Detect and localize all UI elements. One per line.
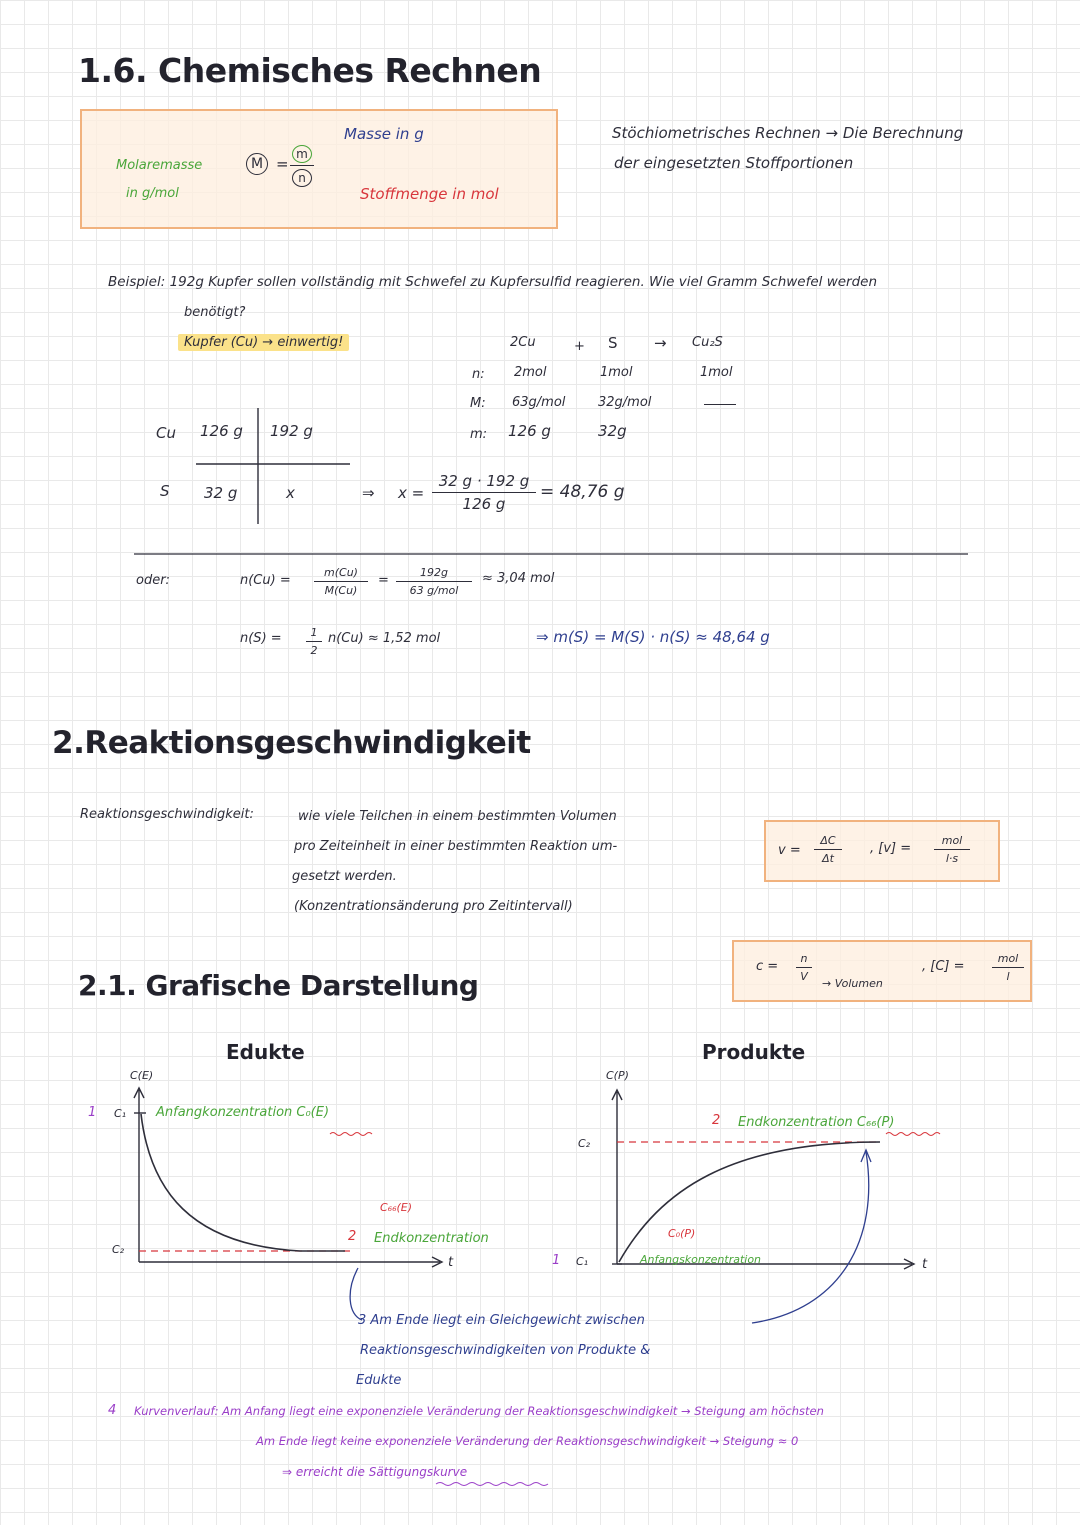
ncu-lhs: n(Cu) = [240, 573, 291, 588]
produkte-end-label: Endkonzentration C₆₆(P) [738, 1115, 895, 1130]
edukte-y-label: C(E) [130, 1069, 154, 1082]
ns-lhs: n(S) = [240, 631, 282, 646]
produkte-start-label: Anfangskonzentration [640, 1253, 762, 1266]
section-1-6-title: 1.6. Chemisches Rechnen [78, 51, 542, 90]
n-s: 1mol [600, 365, 633, 380]
produkte-y-label: C(P) [606, 1069, 629, 1082]
implies-arrow: ⇒ [362, 484, 375, 502]
v-numerator: ΔC [820, 834, 836, 847]
molar-mass-unit: in g/mol [126, 186, 179, 201]
note4-line-3: ⇒ erreicht die Sättigungskurve [282, 1465, 468, 1479]
ncu-eq: = [378, 573, 389, 588]
v-lhs: v = [778, 843, 801, 858]
edukte-c2: C₂ [112, 1243, 125, 1256]
table-s-label: S [160, 482, 170, 500]
c-unit-numerator: mol [997, 952, 1019, 965]
n-symbol: n [292, 169, 312, 187]
reactant-cu: 2Cu [510, 335, 536, 350]
table-s-v1: 32 g [204, 484, 238, 502]
n-row-label: n: [472, 367, 485, 382]
edukte-heading: Edukte [226, 1040, 305, 1064]
n-cu2s: 1mol [700, 365, 733, 380]
v-unit-denominator: l·s [945, 852, 959, 865]
note4-number: 4 [108, 1403, 117, 1418]
edukte-curve [141, 1114, 345, 1251]
c0e-underline [330, 1133, 372, 1136]
c-unit-lhs: , [C] = [922, 959, 965, 974]
x-denominator: 126 g [462, 495, 506, 513]
c-numerator: n [800, 952, 808, 965]
m-row-label: m: [470, 427, 488, 442]
plus-sign: + [574, 339, 585, 354]
edukte-end-symbol: C₆₆(E) [380, 1201, 413, 1214]
ns-rest: n(Cu) ≈ 1,52 mol [328, 631, 441, 646]
produkte-curve [619, 1142, 880, 1262]
definition-line-2: pro Zeiteinheit in einer bestimmten Reaktion um- [294, 839, 618, 854]
n-cu: 2mol [514, 365, 547, 380]
x-numerator: 32 g · 192 g [438, 472, 530, 490]
M-symbol: M [246, 153, 268, 175]
ncu-denominator: M(Cu) [324, 584, 358, 597]
oder-label: oder: [136, 573, 170, 588]
example-line-1: Beispiel: 192g Kupfer sollen vollständig mit Schwefel zu Kupfersulfid reagieren. Wie viel Gramm Schwefel werden [108, 274, 878, 290]
v-denominator: Δt [822, 852, 834, 865]
M-cu: 63g/mol [512, 395, 566, 410]
table-s-v2: x [286, 484, 295, 502]
example-line-2: benötigt? [184, 305, 246, 320]
ncu-result: ≈ 3,04 mol [482, 571, 555, 586]
half-numerator: 1 [310, 626, 318, 639]
produkte-num-2: 2 [712, 1113, 721, 1128]
m-symbol: m [292, 145, 312, 163]
ncu-denominator-2: 63 g/mol [409, 584, 459, 597]
ncu-numerator: m(Cu) [324, 566, 358, 579]
molar-mass-label: Molaremasse [116, 158, 203, 173]
stoich-line-1: Stöchiometrisches Rechnen → Die Berechnung [612, 124, 964, 142]
edukte-num-1: 1 [88, 1105, 97, 1120]
m-s: 32g [598, 422, 627, 440]
edukte-t-label: t [448, 1255, 454, 1270]
c-denominator: V [800, 970, 808, 983]
volume-note: → Volumen [822, 977, 883, 990]
produkte-num-1-text: 1 [552, 1253, 561, 1268]
cggp-underline [886, 1133, 940, 1136]
equals-sign: = [276, 155, 289, 173]
section-2-1-title: 2.1. Grafische Darstellung [78, 969, 479, 1002]
x-result: = 48,76 g [540, 482, 625, 502]
note3-arrow-right [752, 1152, 869, 1323]
copper-note-text: Kupfer (Cu) → einwertig! [178, 334, 349, 351]
table-cu-label: Cu [156, 424, 176, 442]
note3-line-3: Edukte [356, 1373, 402, 1388]
definition-line-1: wie viele Teilchen in einem bestimmten Volumen [298, 809, 617, 824]
x-equals: x = [398, 484, 425, 502]
note4-line-2: Am Ende liegt keine exponenziele Veränderung der Reaktionsgeschwindigkeit → Steigung ≈ 0 [256, 1434, 799, 1448]
v-unit-numerator: mol [941, 834, 963, 847]
section-2-title: 2.Reaktionsgeschwindigkeit [52, 725, 531, 761]
produkte-num-1 [552, 1254, 560, 1267]
table-cu-v1: 126 g [200, 422, 243, 440]
mass-label: Masse in g [344, 125, 424, 143]
definition-line-4: (Konzentrationsänderung pro Zeitintervall) [294, 899, 573, 914]
produkte-start-symbol: C₀(P) [668, 1227, 696, 1240]
edukte-c1: C₁ [114, 1107, 127, 1120]
produkte-t-label: t [922, 1257, 928, 1272]
ms-result: ⇒ m(S) = M(S) · n(S) ≈ 48,64 g [536, 628, 770, 646]
stoich-line-2: der eingesetzten Stoffportionen [614, 154, 854, 172]
note3-line-1: 3 Am Ende liegt ein Gleichgewicht zwischen [358, 1313, 645, 1328]
edukte-num-2: 2 [348, 1229, 357, 1244]
produkte-c2: C₂ [578, 1137, 591, 1150]
product-cu2s: Cu₂S [692, 335, 723, 350]
m-cu: 126 g [508, 422, 551, 440]
saettigung-underline [436, 1483, 548, 1486]
ncu-numerator-2: 192g [420, 566, 448, 579]
table-cu-v2: 192 g [270, 422, 313, 440]
amount-label: Stoffmenge in mol [360, 185, 499, 203]
edukte-end-label: Endkonzentration [374, 1231, 489, 1246]
c-unit-denominator: l [1006, 970, 1010, 983]
v-unit-lhs: , [v] = [870, 841, 912, 856]
M-row-label: M: [470, 396, 486, 411]
definition-line-3: gesetzt werden. [292, 869, 397, 884]
produkte-heading: Produkte [702, 1040, 806, 1064]
note3-line-2: Reaktionsgeschwindigkeiten von Produkte & [360, 1343, 651, 1358]
note4-line-1: Kurvenverlauf: Am Anfang liegt eine exponenziele Veränderung der Reaktionsgeschwindigkeit → Steigung am höchsten [134, 1404, 824, 1418]
reactant-s: S [608, 334, 618, 352]
M-s: 32g/mol [598, 395, 652, 410]
definition-term: Reaktionsgeschwindigkeit: [80, 807, 254, 822]
c-lhs: c = [756, 959, 779, 974]
edukte-start-label: Anfangkonzentration C₀(E) [156, 1105, 330, 1120]
produkte-c1: C₁ [576, 1255, 589, 1268]
reaction-arrow: → [654, 334, 667, 352]
half-denominator: 2 [310, 644, 318, 657]
